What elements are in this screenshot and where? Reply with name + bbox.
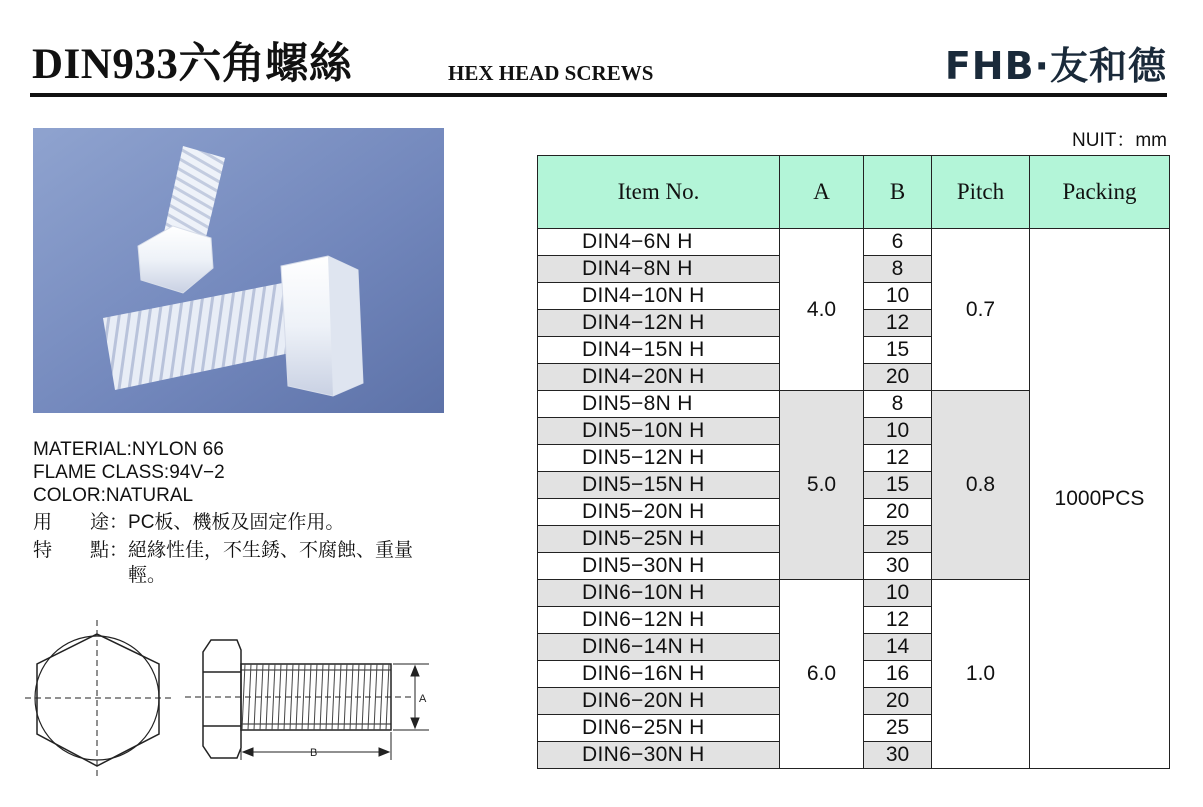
b-cell: 6	[864, 229, 932, 256]
item-no-cell: DIN5−20N H	[538, 499, 780, 526]
feature-text: 絕緣性佳，不生銹、不腐蝕、重量	[128, 540, 414, 561]
item-no-cell: DIN4−8N H	[538, 256, 780, 283]
item-no-cell: DIN4−6N H	[538, 229, 780, 256]
dimension-b-label: B	[310, 747, 318, 759]
b-cell: 14	[864, 634, 932, 661]
b-cell: 16	[864, 661, 932, 688]
item-no-cell: DIN6−25N H	[538, 715, 780, 742]
packing-cell: 1000PCS	[1030, 229, 1170, 769]
item-no-cell: DIN5−10N H	[538, 418, 780, 445]
flame-class-text: FLAME CLASS:94V−2	[33, 462, 225, 483]
pitch-cell: 1.0	[932, 580, 1030, 769]
item-no-cell: DIN4−15N H	[538, 337, 780, 364]
header-pitch: Pitch	[932, 156, 1030, 229]
b-cell: 25	[864, 715, 932, 742]
a-cell: 5.0	[780, 391, 864, 580]
b-cell: 8	[864, 256, 932, 283]
b-cell: 10	[864, 580, 932, 607]
color-text: COLOR:NATURAL	[33, 485, 194, 506]
b-cell: 15	[864, 337, 932, 364]
item-no-cell: DIN6−14N H	[538, 634, 780, 661]
item-no-cell: DIN4−12N H	[538, 310, 780, 337]
product-photo	[33, 128, 444, 413]
item-no-cell: DIN5−30N H	[538, 553, 780, 580]
spec-table	[537, 155, 1170, 769]
page-title: DIN933六角螺絲	[32, 41, 353, 88]
feature-text-cont: 輕。	[128, 565, 167, 586]
b-cell: 12	[864, 607, 932, 634]
feature-label: 特 點：	[33, 540, 129, 561]
technical-drawing	[25, 620, 445, 785]
head-outline	[203, 640, 241, 758]
page-subtitle: HEX HEAD SCREWS	[448, 61, 654, 85]
table-row	[538, 229, 1170, 256]
header-item-no: Item No.	[538, 156, 780, 229]
b-cell: 20	[864, 364, 932, 391]
item-no-cell: DIN6−20N H	[538, 688, 780, 715]
a-cell: 6.0	[780, 580, 864, 769]
item-no-cell: DIN5−15N H	[538, 472, 780, 499]
item-no-cell: DIN6−12N H	[538, 607, 780, 634]
b-cell: 30	[864, 553, 932, 580]
usage-text: PC板、機板及固定作用。	[128, 512, 345, 533]
item-no-cell: DIN4−10N H	[538, 283, 780, 310]
dimension-a-label: A	[419, 693, 427, 705]
item-no-cell: DIN6−16N H	[538, 661, 780, 688]
feature-row	[33, 536, 413, 565]
b-cell: 8	[864, 391, 932, 418]
b-cell: 12	[864, 310, 932, 337]
usage-label: 用 途：	[33, 512, 129, 533]
header-packing: Packing	[1030, 156, 1170, 229]
b-cell: 10	[864, 283, 932, 310]
header-divider	[30, 93, 1167, 97]
header-a: A	[780, 156, 864, 229]
b-cell: 30	[864, 742, 932, 769]
b-cell: 25	[864, 526, 932, 553]
specifications	[33, 438, 413, 587]
pitch-cell: 0.8	[932, 391, 1030, 580]
a-cell: 4.0	[780, 229, 864, 391]
material-text: MATERIAL:NYLON 66	[33, 439, 224, 460]
b-cell: 20	[864, 499, 932, 526]
unit-label: NUIT：mm	[1072, 130, 1167, 151]
brand-logo: FHB·友和德	[944, 44, 1167, 88]
item-no-cell: DIN6−10N H	[538, 580, 780, 607]
b-cell: 20	[864, 688, 932, 715]
item-no-cell: DIN6−30N H	[538, 742, 780, 769]
item-no-cell: DIN5−12N H	[538, 445, 780, 472]
item-no-cell: DIN5−8N H	[538, 391, 780, 418]
item-no-cell: DIN5−25N H	[538, 526, 780, 553]
b-cell: 10	[864, 418, 932, 445]
table-header-row	[538, 156, 1170, 229]
b-cell: 12	[864, 445, 932, 472]
b-cell: 15	[864, 472, 932, 499]
usage-row	[33, 510, 413, 536]
header-b: B	[864, 156, 932, 229]
pitch-cell: 0.7	[932, 229, 1030, 391]
item-no-cell: DIN4−20N H	[538, 364, 780, 391]
